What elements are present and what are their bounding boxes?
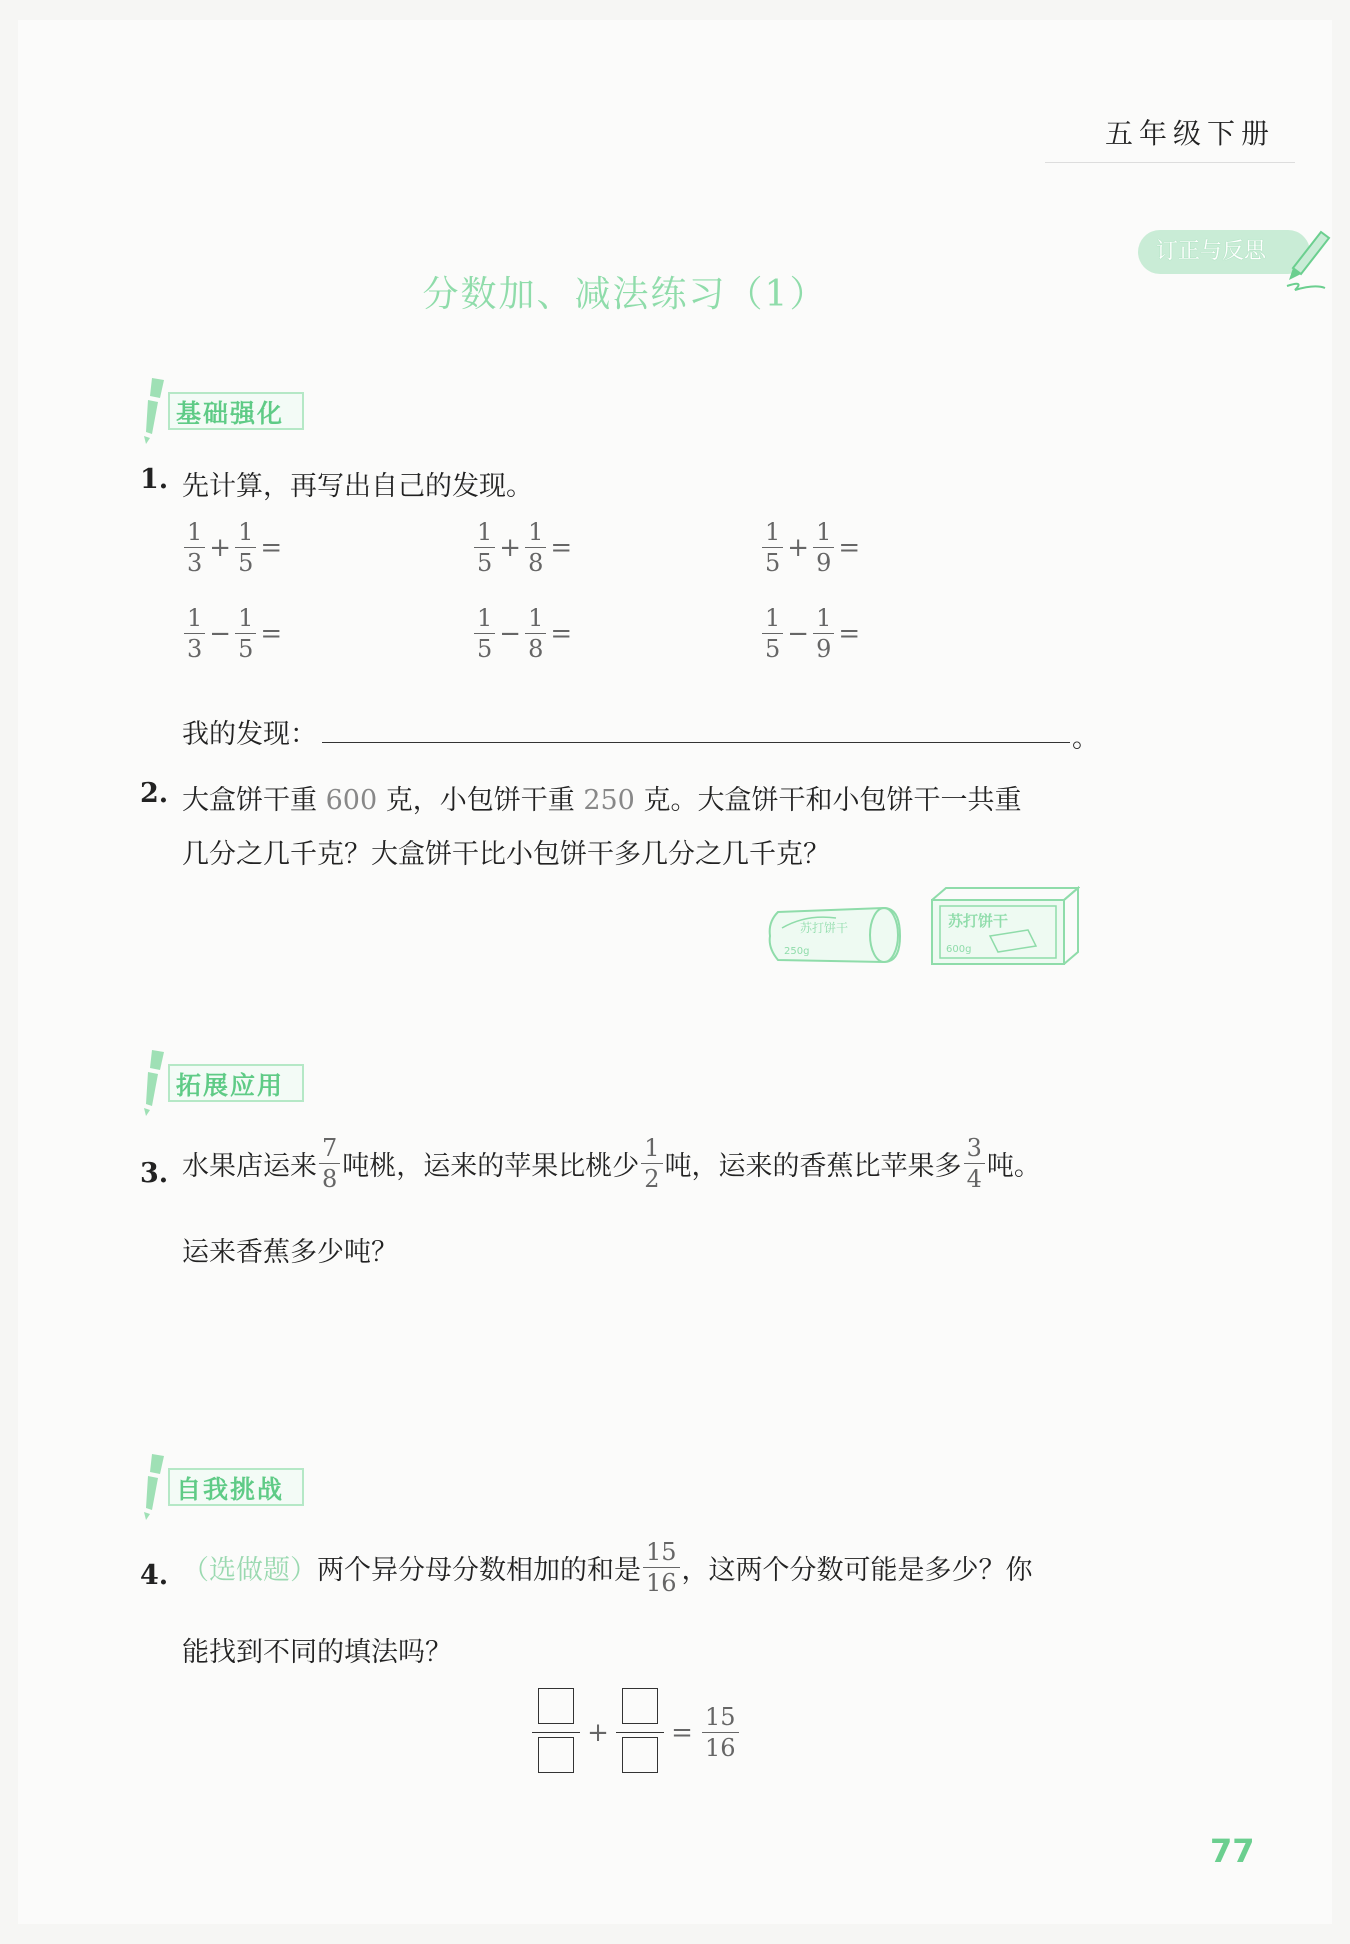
blank-numerator[interactable]: [538, 1688, 574, 1724]
fraction: $\frac{1}{5}$: [235, 520, 256, 575]
pencil-icon: [1285, 224, 1333, 296]
equals: =: [550, 618, 573, 649]
fraction: $\frac{1}{9}$: [813, 520, 834, 575]
blank-numerator[interactable]: [622, 1688, 658, 1724]
fraction: $\frac{3}{4}$: [964, 1136, 985, 1191]
reflect-label: 订正与反思: [1156, 239, 1267, 264]
grade-label: 五年级下册: [1105, 117, 1276, 150]
fraction: $\frac{1}{3}$: [184, 520, 205, 575]
question-text: 水果店运来 $\frac{7}{8}$ 吨桃，运来的苹果比桃少 $\frac{1}{2}$ 吨，运来的香蕉比苹果多 $\frac{3}{4}$ 吨。: [182, 1134, 1041, 1193]
bookmark-icon: [140, 376, 170, 446]
q1-expression: [182, 520, 284, 575]
equals: =: [838, 532, 861, 563]
small-pack-weight: 250g: [784, 946, 810, 957]
fraction: $\frac{1}{5}$: [474, 520, 495, 575]
big-box-name: 苏打饼干: [948, 912, 1009, 930]
equals: =: [550, 532, 573, 563]
question-text-line2: 能找到不同的填法吗？: [182, 1637, 452, 1668]
optional-hint: （选做题）: [182, 1555, 317, 1586]
blank-fraction-2: [616, 1688, 664, 1777]
operator: +: [209, 532, 232, 563]
section-label: 自我挑战: [176, 1475, 285, 1504]
operator: +: [499, 532, 522, 563]
blank-denominator[interactable]: [538, 1737, 574, 1773]
small-biscuit-pack-image: [766, 904, 906, 966]
fraction: $\frac{1}{5}$: [762, 520, 783, 575]
bookmark-icon: [140, 1452, 170, 1522]
equals: =: [838, 618, 861, 649]
question-text: （选做题）两个异分母分数相加的和是 $\frac{15}{16}$ ，这两个分数可能是多少？你: [182, 1538, 1033, 1597]
operator: +: [787, 532, 810, 563]
question-text: 大盒饼干重 600 克，小包饼干重 250 克。大盒饼干和小包饼干一共重: [182, 785, 1022, 816]
question-number: 3.: [140, 1158, 169, 1189]
question-number: 2.: [140, 778, 169, 809]
question-text-line2: 几分之几千克？大盒饼干比小包饼干多几分之几千克？: [182, 839, 830, 870]
fraction: $\frac{1}{8}$: [525, 520, 546, 575]
big-box-weight: 600g: [946, 944, 972, 955]
bookmark-icon: [140, 1048, 170, 1118]
fraction: $\frac{1}{5}$: [762, 606, 783, 661]
discovery-label: 我的发现：: [182, 719, 317, 750]
header-divider: [1045, 162, 1295, 163]
fraction: $\frac{7}{8}$: [319, 1136, 340, 1191]
operator: −: [787, 618, 810, 649]
question-number: 4.: [140, 1560, 169, 1591]
q1-expression: [760, 606, 862, 661]
q1-expression: [760, 520, 862, 575]
page-number: 77: [1210, 1832, 1255, 1870]
fraction: $\frac{1}{5}$: [474, 606, 495, 661]
question-text-line2: 运来香蕉多少吨？: [182, 1237, 398, 1268]
fraction: $\frac{1}{3}$: [184, 606, 205, 661]
small-pack-name: 苏打饼干: [800, 921, 849, 935]
q1-expression: [472, 606, 574, 661]
blank-denominator[interactable]: [622, 1737, 658, 1773]
result-fraction: $\frac{15}{16}$: [702, 1705, 739, 1760]
equals: =: [260, 618, 283, 649]
fraction: $\frac{1}{5}$: [235, 606, 256, 661]
discovery-end: 。: [1072, 723, 1099, 754]
operator: −: [209, 618, 232, 649]
fill-in-equation: + = $\frac{15}{16}$: [532, 1688, 741, 1777]
equals: =: [260, 532, 283, 563]
q1-expression: [472, 520, 574, 575]
fraction: $\frac{1}{9}$: [813, 606, 834, 661]
big-biscuit-box-image: [928, 886, 1080, 966]
blank-fraction-1: [532, 1688, 580, 1777]
fraction: $\frac{1}{8}$: [525, 606, 546, 661]
q1-expression: [182, 606, 284, 661]
question-text: 先计算，再写出自己的发现。: [182, 471, 533, 502]
fraction: $\frac{1}{2}$: [641, 1136, 662, 1191]
discovery-answer-line[interactable]: [322, 742, 1070, 743]
section-label: 基础强化: [176, 399, 285, 428]
fraction: $\frac{15}{16}$: [643, 1540, 680, 1595]
page-title: 分数加、减法练习（1）: [422, 274, 828, 315]
question-number: 1.: [140, 464, 169, 495]
section-label: 拓展应用: [176, 1071, 285, 1100]
operator: −: [499, 618, 522, 649]
